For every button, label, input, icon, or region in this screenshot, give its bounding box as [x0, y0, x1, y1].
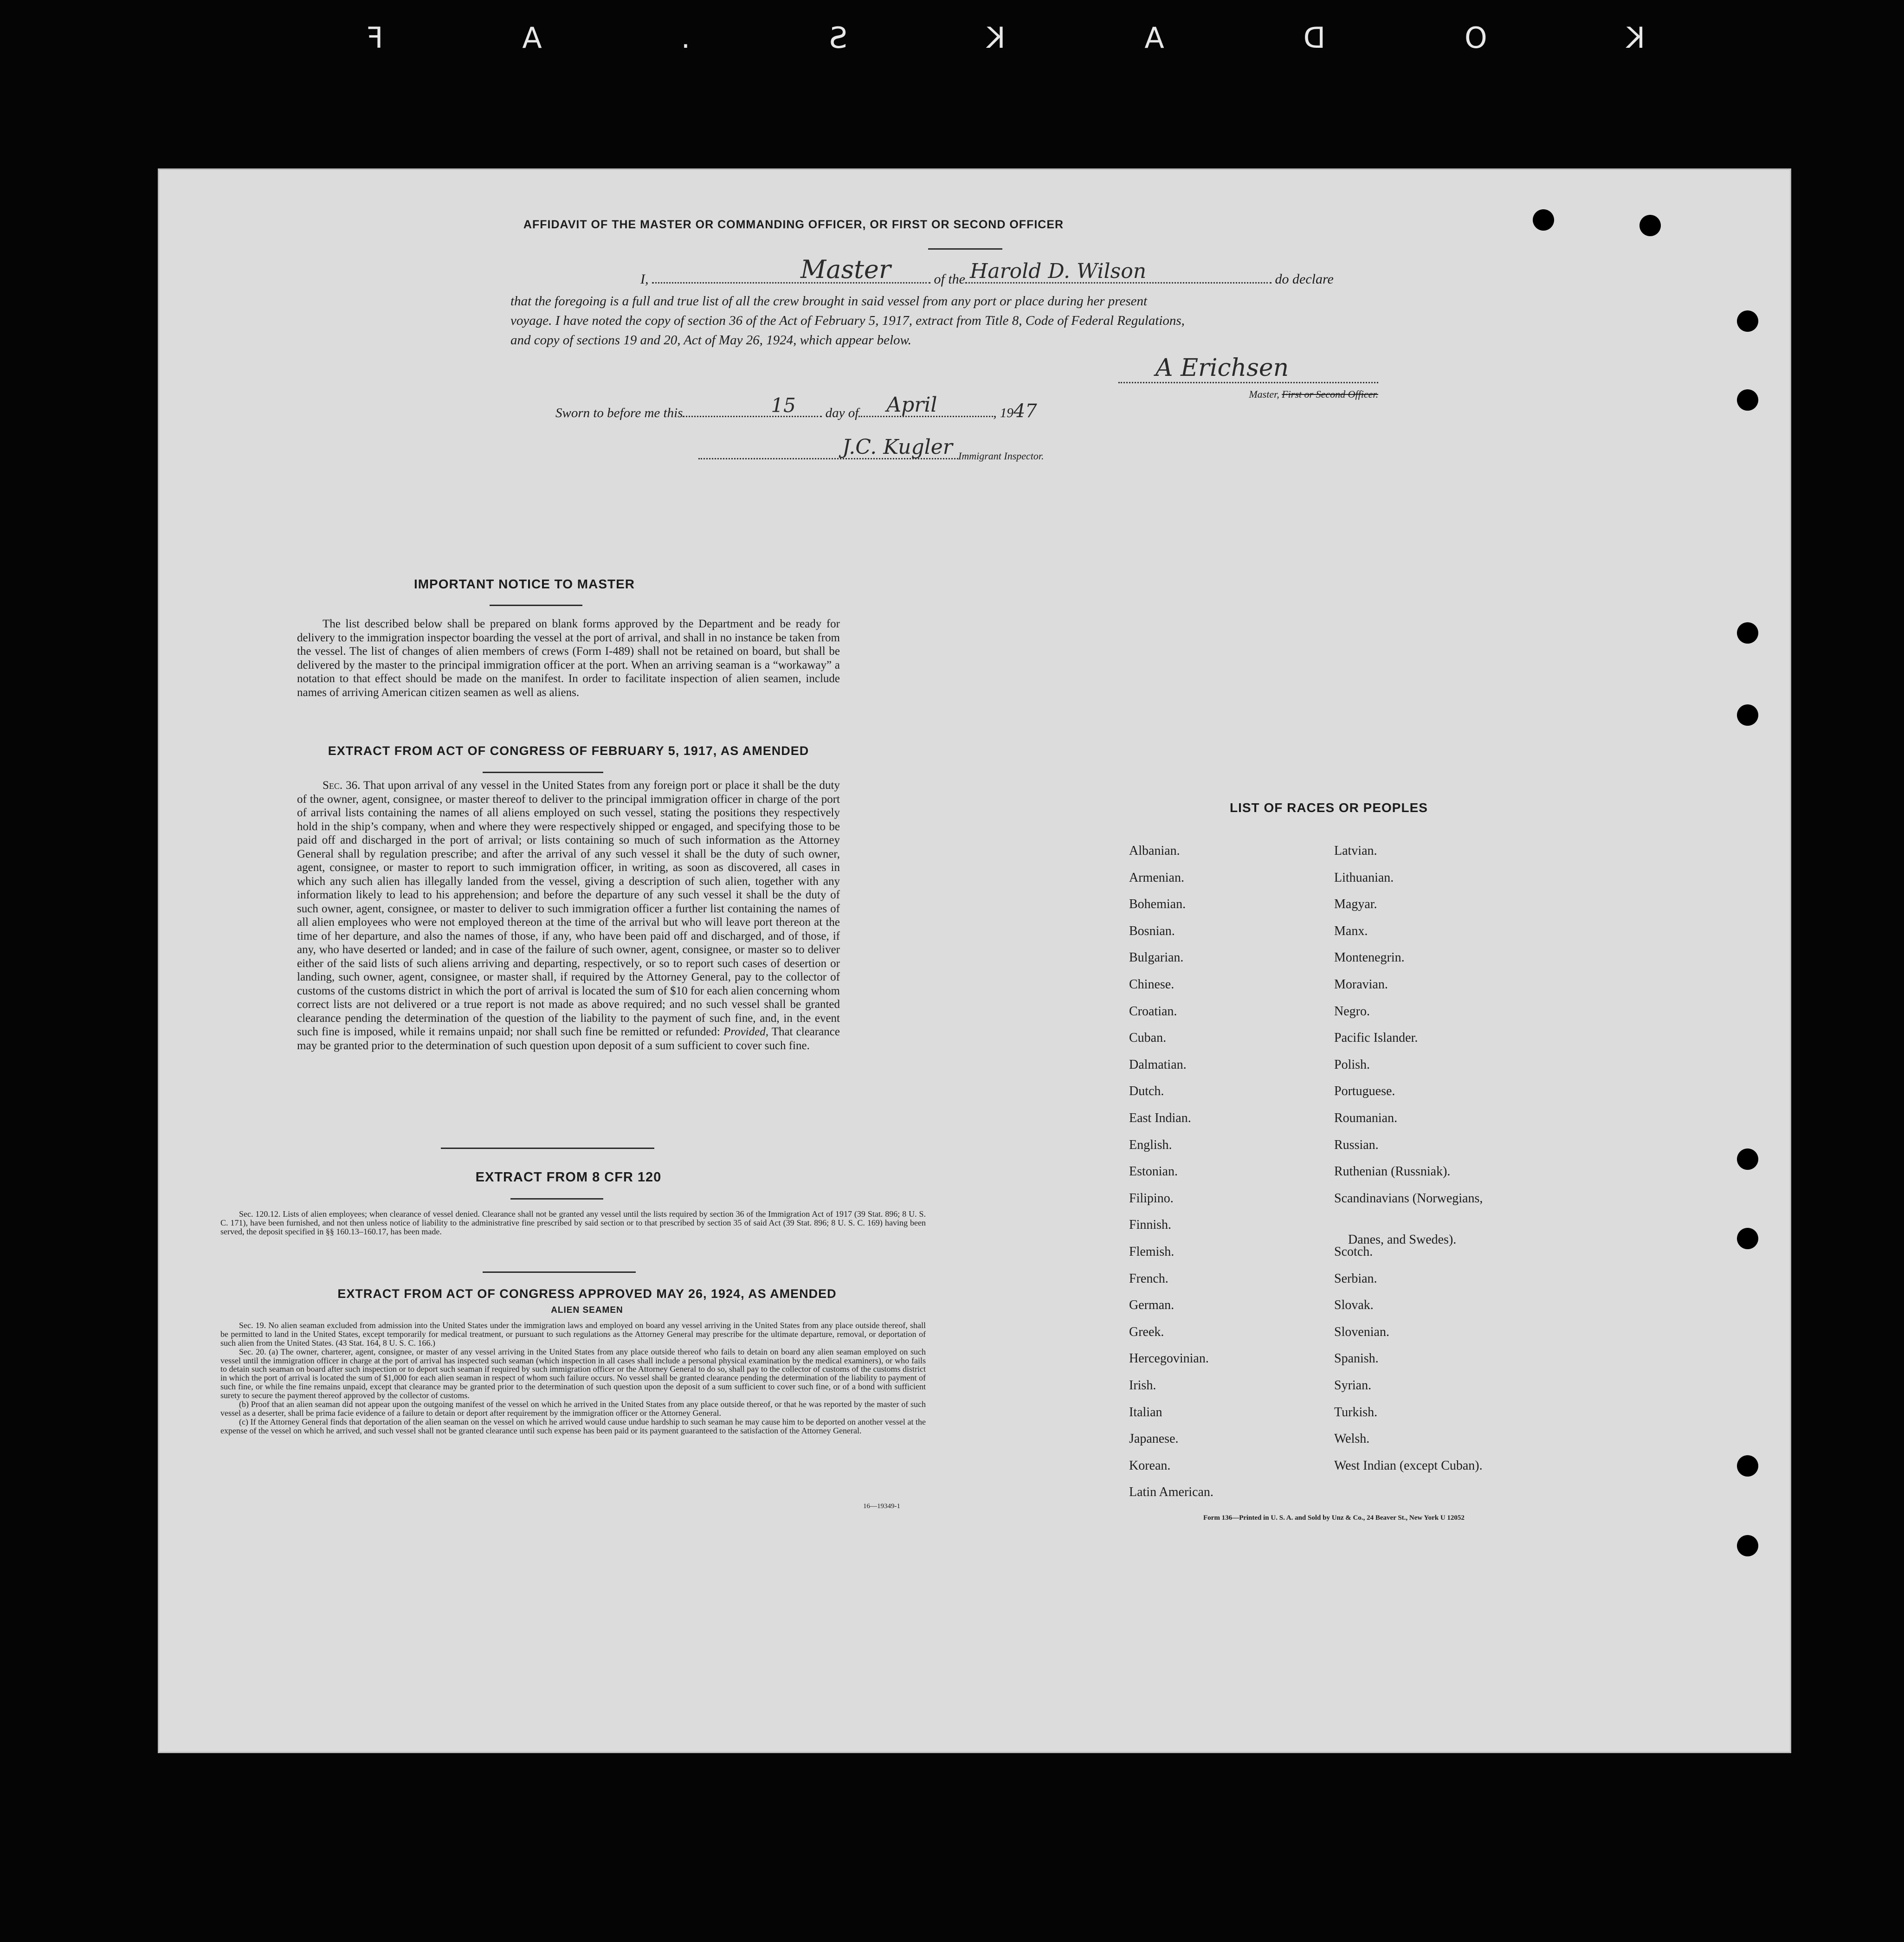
race-item: English.	[1129, 1137, 1172, 1152]
section-rule	[441, 1148, 654, 1149]
extract-cfr-heading: EXTRACT FROM 8 CFR 120	[475, 1170, 662, 1185]
sec-36-label: Sec. 36.	[323, 779, 361, 792]
signature-caption	[1118, 388, 1378, 400]
film-edge	[0, 0, 1904, 153]
race-item: Slovak.	[1334, 1298, 1374, 1313]
race-item: Latin American.	[1129, 1485, 1213, 1500]
race-item: Finnish.	[1129, 1218, 1172, 1232]
form-footer-note: Form 136—Printed in U. S. A. and Sold by Unz & Co., 24 Beaver St., New York U 12052	[1203, 1514, 1465, 1522]
binder-hole-icon	[1737, 1535, 1758, 1556]
race-item: West Indian (except Cuban).	[1334, 1458, 1483, 1473]
of-the-label: of the	[934, 271, 965, 287]
sworn-line: Sworn to before me this 15 day of April , 1947	[555, 393, 1037, 422]
officer-title-handwritten: Master	[800, 255, 891, 284]
race-item: Welsh.	[1334, 1432, 1370, 1446]
race-item: Danes, and Swedes).	[1348, 1232, 1457, 1247]
race-item: Korean.	[1129, 1458, 1171, 1473]
film-edge-marking: K O D A K S . A F	[302, 21, 1646, 55]
race-item: Filipino.	[1129, 1191, 1174, 1206]
race-item: Negro.	[1334, 1004, 1370, 1019]
do-declare-label: do declare	[1275, 271, 1334, 287]
year-suffix: 47	[1013, 400, 1037, 422]
sec-19-text: Sec. 19. No alien seaman excluded from admission into the United States under the immigration laws and employed on board any vessel arriving in the United States from any place outside thereof, shall be permitted to land in the United States, except temporarily for medical treatment, or pursuant to such regulations as the Attorney General may prescribe for the ultimate departure, removal, or deportation of such alien from the United States. (43 Stat. 164, 8 U. S. C. 166.)	[220, 1321, 926, 1348]
binder-hole-icon	[1737, 622, 1758, 644]
race-item: Bohemian.	[1129, 897, 1186, 912]
year-prefix: 19	[1000, 406, 1013, 420]
race-item: Scotch.	[1334, 1245, 1373, 1259]
sec-20a-text: Sec. 20. (a) The owner, charterer, agent, consignee, or master of any vessel arriving in the United States from any place outside thereof who fails to detain on board any alien seaman employed on such vessel until the immigration officer in charge at the port of arrival has inspected such seaman (which inspection in all cases shall include a personal physical examination by the medical examiners), or who fails to detain such seaman on board after such inspection or to deport such seaman if required by such immigration officer or the Attorney General to do so, shall pay to the collector of customs of the customs district in which the port of arrival is located the sum of $1,000 for each alien seaman in respect of whom such failure occurs. No vessel shall be granted clearance pending the determination of the liability to payment of such fine, or while the fine remains unpaid, except that clearance may be granted prior to the determination of such question upon the deposit of a sum sufficient to cover such fine, or of a bond with sufficient surety to secure the payment thereof approved by the collector of customs.	[220, 1347, 926, 1400]
section-rule	[483, 1271, 636, 1273]
section-rule	[510, 1198, 603, 1200]
race-item: Dutch.	[1129, 1084, 1164, 1099]
sworn-day: 15	[771, 394, 796, 417]
declaration-body-2: voyage. I have noted the copy of section 36 of the Act of February 5, 1917, extract from Title 8, Code of Federal Regulations,	[510, 313, 1185, 328]
race-item: Greek.	[1129, 1324, 1164, 1339]
race-item: Flemish.	[1129, 1245, 1175, 1259]
race-item: Moravian.	[1334, 977, 1388, 992]
race-item: Bulgarian.	[1129, 950, 1184, 965]
vessel-name-handwritten: Harold D. Wilson	[970, 259, 1147, 283]
sworn-month: April	[886, 393, 937, 417]
race-item: Croatian.	[1129, 1004, 1177, 1019]
section-rule	[490, 605, 582, 606]
race-item: Italian	[1129, 1405, 1162, 1419]
declaration-body-3: and copy of sections 19 and 20, Act of May 26, 1924, which appear below.	[510, 333, 911, 348]
section-rule	[483, 772, 603, 773]
binder-hole-icon	[1737, 1228, 1758, 1249]
race-item: Estonian.	[1129, 1164, 1178, 1179]
binder-hole-icon	[1737, 1455, 1758, 1477]
race-item: Syrian.	[1334, 1378, 1372, 1393]
sec-20c-text: (c) If the Attorney General finds that deportation of the alien seaman on the vessel on which he arrived would cause undue hardship to such seaman he may cause him to be deported on another vessel at the expense of the vessel on which he arrived, and such vessel shall not be granted clearance until such expense has been paid or its payment guaranteed to the satisfaction of the Attorney General.	[220, 1417, 926, 1435]
inspector-caption: Immigrant Inspector.	[958, 450, 1044, 462]
binder-hole-icon	[1737, 704, 1758, 726]
document-page	[158, 168, 1791, 1753]
race-item: Russian.	[1334, 1137, 1379, 1152]
race-item: Cuban.	[1129, 1031, 1167, 1045]
inspector-signature: J.C. Kugler	[842, 435, 953, 459]
officer-title-field	[652, 255, 930, 284]
vessel-name-field	[965, 259, 1271, 284]
extract-cfr-text: Sec. 120.12. Lists of alien employees; when clearance of vessel denied. Clearance shall not be granted any vessel until the lists required by section 36 of the Immigration Act of 1917 (39 Stat. 896; 8 U. S. C. 171), have been furnished, and not then unless notice of liability to the administrative fine prescribed by said section or to that prescribed by section 35 of said Act (39 Stat. 896; 8 U. S. C. 169) having been served, the deposit specified in §§ 160.13–160.17, has been made.	[220, 1209, 926, 1236]
race-item: Latvian.	[1334, 844, 1377, 858]
master-signature: A Erichsen	[1155, 354, 1289, 382]
extract-1917-heading: EXTRACT FROM ACT OF CONGRESS OF FEBRUARY 5, 1917, AS AMENDED	[328, 744, 809, 758]
race-item: Dalmatian.	[1129, 1057, 1187, 1072]
notice-heading: IMPORTANT NOTICE TO MASTER	[413, 577, 635, 591]
caption-master: Master,	[1249, 388, 1279, 400]
master-signature-block	[1118, 354, 1378, 400]
notice-text: The list described below shall be prepared on blank forms approved by the Department and be ready for delivery to the immigration inspector boarding the vessel at the port of arrival, and shall in no instance be taken from the vessel. The list of changes of alien members of crews (Form I-489) shall not be retained on board, but shall be delivered by the master to the principal immigration officer at the port. When an arriving seaman is a “workaway” a notation to that effect should be made on the manifest. In order to facilitate inspection of alien seamen, include names of arriving American citizen seamen as well as aliens.	[297, 618, 840, 699]
sworn-label: Sworn to before me this	[555, 406, 683, 420]
race-item: Montenegrin.	[1334, 950, 1405, 965]
race-item: Turkish.	[1334, 1405, 1378, 1419]
binder-hole-icon	[1737, 310, 1758, 332]
race-item: Serbian.	[1334, 1271, 1377, 1286]
declaration-body-1: that the foregoing is a full and true list of all the crew brought in said vessel from any port or place during her present	[510, 294, 1148, 309]
binder-hole-icon	[1737, 389, 1758, 411]
binder-hole-icon	[1737, 1148, 1758, 1170]
sec-20b-text: (b) Proof that an alien seaman did not appear upon the outgoing manifest of the vessel on which he arrived in the United States from any place outside thereof, or that he was reported by the master of such vessel as a deserter, shall be prima facie evidence of a failure to detain or deport after requirement by the immigration officer or the Attorney General.	[220, 1400, 926, 1418]
race-item: Chinese.	[1129, 977, 1175, 992]
race-item: Manx.	[1334, 923, 1368, 938]
declaration-line	[640, 255, 1334, 287]
sworn-month-field	[858, 393, 993, 417]
provided-text: That clearance may be granted prior to the determination of such question upon deposit of a sum sufficient to cover such fine.	[297, 1026, 840, 1052]
race-item: Pacific Islander.	[1334, 1031, 1418, 1045]
race-item: Hercegovinian.	[1129, 1351, 1209, 1366]
extract-1917-text	[297, 779, 840, 1052]
alien-seamen-subheading: ALIEN SEAMEN	[551, 1305, 623, 1315]
race-item: Armenian.	[1129, 870, 1184, 885]
provided-label: Provided,	[723, 1026, 768, 1038]
race-item: Portuguese.	[1334, 1084, 1395, 1099]
heading-rule	[928, 248, 1002, 250]
race-item: Slovenian.	[1334, 1324, 1389, 1339]
race-item: Magyar.	[1334, 897, 1377, 912]
race-item: East Indian.	[1129, 1111, 1191, 1125]
caption-struck-officer: First or Second Officer.	[1282, 388, 1378, 400]
extract-1924-heading: EXTRACT FROM ACT OF CONGRESS APPROVED MAY 26, 1924, AS AMENDED	[337, 1287, 837, 1301]
binder-hole-icon	[1639, 215, 1661, 236]
inspector-signature-block	[698, 434, 1044, 462]
sec-36-body: That upon arrival of any vessel in the United States from any foreign port or place it shall be the duty of the owner, agent, consignee, or master thereof to deliver to the principal immigration officer in charge of the port of arrival lists containing the names of all aliens employed on such vessel, stating the positions they respectively hold in the ship’s company, when and where they were respectively shipped or engaged, and specifying those to be paid off and discharged in the port of arrival; or lists containing so much of such information as the Attorney General shall by regulation prescribe; and after the arrival of any such vessel it shall be the duty of such owner, agent, consignee, or master to report to such immigration officer, in writing, as soon as discovered, all cases in which any such alien has illegally landed from the vessel, giving a description of such alien, together with any information likely to lead to his apprehension; and before the departure of any such vessel it shall be the duty of such owner, agent, consignee, or master to deliver to such immigration officer a further list containing the names of all alien employees who were not employed thereon at the time of the arrival but who will leave port thereon at the time of her departure, and also the names of those, if any, who have been paid off and discharged, and of those, if any, who have deserted or landed; and in case of the failure of such owner, agent, consignee, or master so to deliver either of the said lists of such aliens arriving and departing, respectively, or so to report such cases of desertion or landing, such owner, agent, consignee, or master shall, if required by the Attorney General, pay to the collector of customs of the customs district in which the port of arrival is located the sum of $10 for each alien concerning whom correct lists are not delivered or a true report is not made as above required; and no such vessel shall be granted clearance pending the determination of the question of the liability to the payment of such fine, and, in the event such fine is imposed, while it remains unpaid; nor shall such fine be remitted or refunded:	[297, 779, 840, 1038]
extract-1924-body	[220, 1321, 926, 1435]
race-item: French.	[1129, 1271, 1168, 1286]
race-item: Roumanian.	[1334, 1111, 1398, 1125]
sworn-day-field	[683, 394, 822, 417]
race-item: Bosnian.	[1129, 923, 1175, 938]
print-code: 16—19349-1	[863, 1503, 900, 1510]
race-item: German.	[1129, 1298, 1175, 1313]
i-label: I,	[640, 271, 649, 287]
race-item: Spanish.	[1334, 1351, 1379, 1366]
inspector-signature-field	[698, 434, 958, 459]
race-item: Ruthenian (Russniak).	[1334, 1164, 1451, 1179]
day-of-label: day of	[825, 406, 859, 420]
race-item: Polish.	[1334, 1057, 1370, 1072]
races-heading: LIST OF RACES OR PEOPLES	[1230, 800, 1428, 815]
race-item: Japanese.	[1129, 1432, 1179, 1446]
race-item: Lithuanian.	[1334, 870, 1394, 885]
race-item: Scandinavians (Norwegians,	[1334, 1191, 1483, 1206]
race-item: Irish.	[1129, 1378, 1156, 1393]
race-item: Albanian.	[1129, 844, 1180, 858]
binder-hole-icon	[1533, 209, 1554, 231]
affidavit-heading: AFFIDAVIT OF THE MASTER OR COMMANDING OFFICER, OR FIRST OR SECOND OFFICER	[523, 218, 1064, 231]
master-signature-field	[1118, 354, 1378, 383]
